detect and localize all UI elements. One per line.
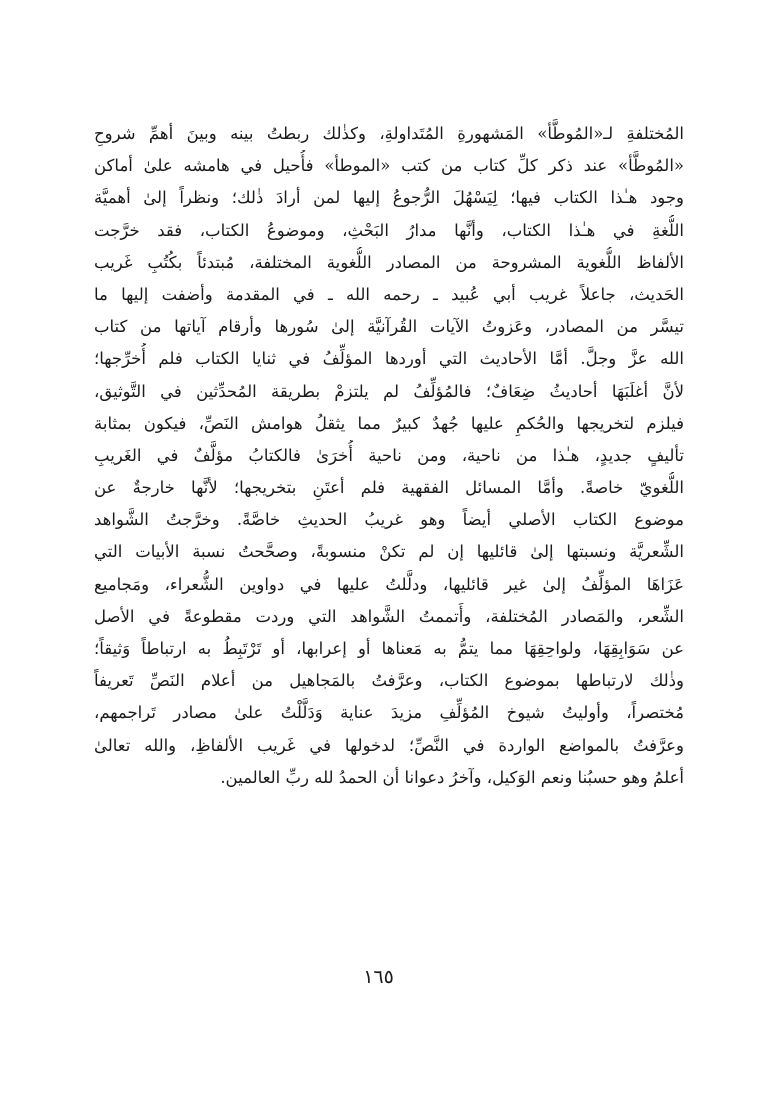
text-line-19: مُختصراً، وأوليتُ شيوخ المُؤلِّفِ مزيدَ عناية وَدَلَّلْتُ علىٰ مصادر تَراجمهم، xyxy=(94,703,684,723)
text-line-15: عَزَاهَا المؤلِّفُ إلىٰ غير قائليها، ودلَّلتُ عليها في دواوين الشُّعراء، ومَجاميع xyxy=(94,574,684,594)
text-line-20: وعرَّفتُ بالمواضع الواردة في النَّصِّ؛ لدخولها في غَريب الألفاظِ، والله تعالىٰ xyxy=(94,735,684,755)
text-line-13: موضوع الكتاب الأصلي أيضاً وهو غريبُ الحديثِ خاصَّةً. وخرَّجتُ الشَّواهد xyxy=(94,510,684,530)
text-line-17: عن سَوَابِقِهَا، ولواحِقِهَا مما يتمُّ به مَعناها أو إعرابها، أو تَرْتَبِطُ به ارتباطاً وَثيقاً؛ xyxy=(94,639,684,658)
text-line-1: المُختلفةِ لـ«المُوطَّأ» المَشهورةِ المُتَداولةِ، وكذٰلك ربطتُ بينه وبينَ أهمِّ شروحِ xyxy=(94,124,684,143)
text-line-14: الشِّعريَّة ونسبتها إلىٰ قائليها إن لم تكنْ منسوبةً، وصحَّحتُ نسبة الأبيات التي xyxy=(94,542,684,562)
text-line-16: الشِّعر، والمَصادر المُختلفة، وأَتممتُ الشَّواهد التي وردت مقطوعةً في الأصل xyxy=(94,606,684,626)
text-line-5: الألفاظ اللُّغوية المشروحة من المصادر اللُّغوية المختلفة، مُبتدئاً بكُتُبِ غَريب xyxy=(94,252,684,272)
text-line-8: الله عزَّ وجلَّ. أمَّا الأحاديث التي أوردها المؤلِّفُ في ثنايا الكتاب فلم أُخرِّجها؛ xyxy=(94,349,684,369)
text-line-11: تأليفٍ جديدٍ، هـٰذا من ناحية، ومن ناحية أُخرَىٰ فالكتابُ مؤلَّفٌ في الغَريبِ xyxy=(94,445,684,465)
text-line-21: أعلمُ وهو حسبُنا ونعم الوَكيل، وآخرُ دعوانا أن الحمدُ لله ربِّ العالمين. xyxy=(220,767,684,787)
text-line-3: وجود هـٰذا الكتاب فيها؛ لِيَسْهُلَ الرُّجوعُ إليها لمن أرادَ ذٰلك؛ ونظراً إلىٰ أهميَّة xyxy=(94,188,684,208)
text-line-18: وذٰلك لارتباطها بموضوع الكتاب، وعرَّفتُ بالمَجاهيل من أعلام النَصِّ تَعريفاً xyxy=(94,671,684,691)
body-text xyxy=(94,118,684,794)
text-line-12: اللُّغويّ خاصةً. وأمَّا المسائل الفقهية فلم أعتَنِ بتخريجها؛ لأنَّها خارجةٌ عن xyxy=(94,478,684,498)
text-line-6: الحَديث، جاعلاً غريب أبي عُبيد ـ رحمه الله ـ في المقدمة وأضفت إليها ما xyxy=(94,284,684,304)
text-line-4: اللُّغةِ في هـٰذا الكتاب، وأنَّها مدارُ البَحْثِ، وموضوعُ الكتاب، فقد خرَّجت xyxy=(94,220,684,240)
text-line-10: فيلزم لتخريجها والحُكمِ عليها جُهدٌ كبيرٌ مما يثقلُ هوامش النَصِّ، فيكون بمثابة xyxy=(94,413,684,433)
text-line-7: تيسَّر من المصادر، وعَزوتُ الآيات القُرآنيَّة إلىٰ سُورها وأرقام آياتها من كتاب xyxy=(94,317,684,337)
page-number: ١٦٥ xyxy=(363,966,394,988)
text-line-2: «المُوطَّأ» عند ذكر كلِّ كتاب من كتب «الموطأ» فأُحيل في هامشه علىٰ أماكن xyxy=(94,156,684,176)
text-line-9: لأنَّ أغلَبَهَا أحاديثُ ضِعَافٌ؛ فالمُؤلِّفُ لم يلتزمْ بطريقة المُحدِّثين في التَّوثيق، xyxy=(94,381,684,401)
